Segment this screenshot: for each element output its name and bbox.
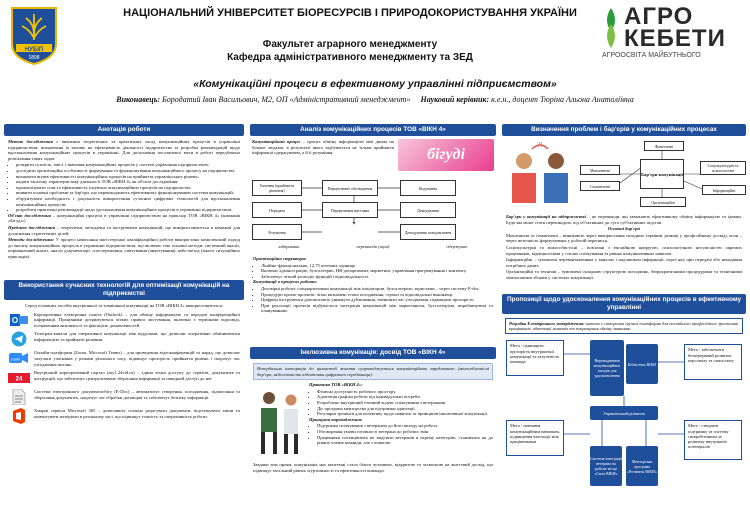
svg-text:?!: ?!	[537, 141, 543, 149]
comm-item: • Цифрові інструменти допомогають уникнути дублювання, зменшити час узгодження, підвищити прозорість.	[261, 297, 493, 303]
diagram-box: Декодування повідомлення	[400, 224, 456, 240]
diagram-label: перешкоди (шум)	[356, 244, 390, 249]
barriers-top	[502, 136, 746, 212]
telegram-icon	[8, 331, 30, 347]
tech-item	[8, 389, 240, 405]
office-icon	[8, 408, 30, 424]
svg-text:O: O	[11, 315, 19, 325]
comm-item: • Договірні роботи: стандартизовані комунікації між ініціатором, бухгалтерією, юристами – через систему E-doc.	[261, 286, 493, 292]
thesis-topic: «Комунікаційні процеси в ефективному управлінні підприємством»	[193, 78, 557, 90]
brand-logo	[398, 139, 494, 171]
proposals-heading: Пропозиції щодо удосконалення комунікаційних процесів в ефективному управлінні	[502, 294, 746, 314]
proposal-integration: Система інтеграції ветерана на робоче місце «Сила ВІКН»	[590, 446, 622, 486]
annotation-tasks	[8, 162, 240, 212]
barriers-lead: Бар'єри у комунікації на підприємстві	[506, 214, 586, 219]
comm-item: • При реалізації проектів відбувається інтеграція комунікацій між маркетингом, бухгалтерією, виробництвом та плануванням.	[261, 303, 493, 314]
comm-item: • Процедури промо-проектів: чітко визначені етапи погодження, строки та відповідальні виконавці.	[261, 292, 493, 298]
docs-icon	[8, 389, 30, 405]
communication-process-diagram	[250, 176, 496, 254]
practice-item: • Фізична доступність робочого простору	[317, 389, 493, 395]
executor-name: Бородатий Іван Васильович, М2, ОП «Адміністративний менеджмент»	[162, 95, 411, 104]
leaf-icon	[602, 6, 620, 50]
tech-item	[8, 370, 240, 386]
practice-lead: Практика ТОВ «ВІКН 4»:	[309, 382, 363, 388]
barrier-type: Соціокультурні та міжособистісні – пов'язані з емоційною напругою, психологічною несумісністю окремих працівників, відмінностями у стилях спілкування та рівнях комунікативних навичок.	[506, 244, 742, 256]
inclusive-heading: Інклюзивна комунікація: досвід ТОВ «ВІКН 4»	[250, 347, 496, 359]
subject-lead: Предмет дослідження	[8, 224, 55, 230]
barrier-node: Мовленнєві	[580, 165, 620, 175]
svg-text:24: 24	[15, 376, 23, 383]
tech-intro: Серед основних засобів внутрішньої та зовнішньої комунікації на ТОВ «ВІКН 4» використовуються:	[25, 303, 223, 308]
proposals-intro	[505, 318, 743, 334]
tech-item-text: Система електронного документообігу (E-Doc) – автоматизує створення, погодження, підписання та зберігання документів, скорочує час обробки договорів та забезпечує безпеку інформації.	[34, 389, 240, 400]
barrier-node: Інформаційні	[702, 185, 746, 195]
task-item: • дослідити організаційні особливості формування та функціонування комунікаційного процесу на підприємстві;	[16, 168, 240, 174]
proposals-body	[502, 316, 746, 526]
annotation-body	[4, 136, 244, 276]
nubip-logo-text: НУБіП	[24, 47, 44, 53]
barrier-type: Мовленнєві та семантичні – виникають через використання складних термінів, різниці у професійному досвіді, коли – через неточність формулювань у робочій переписці.	[506, 232, 742, 244]
task-item: • розкрити сутність, зміст і значення комунікаційних процесів у системі управління підприємством;	[16, 162, 240, 168]
agrokebety-logo	[602, 3, 742, 72]
annotation-goal: є вивчення теоретичних та практичних засад комунікаційних процесів в управлінні підприємством, визначення їх впливу на ефективність діяльності підприємства та розробка рекомендацій щодо вдосконалення комунікаційних процесів в управлінні. Для досягнення поставленої мети в роботі передбачено розв'язання таких задач:	[8, 139, 240, 161]
diagram-box: Розуміння	[252, 224, 302, 240]
poster-header	[0, 0, 750, 118]
tech-item-text: Телеграм-канали для оперативної комунікації між відділами, що дозволяє оперативно обмінюватися інформацією та приймати рішення.	[34, 331, 240, 342]
comm-lead: Комунікації в процесах роботи:	[253, 279, 318, 285]
column-middle	[250, 124, 496, 473]
tech-item-text: Хмарні сервіси Microsoft 365 – дозволяють спільно редагувати документи, відстежувати зміни та коментувати матеріали в реальному часі, що підвищує точність та оперативність роботи.	[34, 408, 240, 419]
methods-lead: Методи дослідження:	[8, 237, 55, 243]
barriers-text: – це перешкоди, які заважають ефективному обміну інформацією та ідеями. Будь-які може стати перешкодою, від об'єктивних до суто суб'єктивних підстав.	[506, 214, 742, 225]
diagram-label: одержувач	[446, 244, 468, 249]
inclusive-text	[309, 382, 493, 460]
practice-item: • Діє програма менторства для підтримки адаптації.	[317, 406, 493, 412]
tech-item	[8, 408, 240, 424]
barrier-type: Інформаційні – зумовлені перевантаженням у каналах і надлишком інформації, через яку при передачі або ненадання потрібних даних.	[506, 257, 742, 268]
annotation-heading: Анотація роботи	[4, 124, 244, 136]
inclusive-outro: Завдяки тим проям, комунікація має контемні стала більш чутливою, відкритою та засвоєною на життєвий досвід, що підвищує загальний рівень згуртованості та ефективності команди.	[253, 462, 493, 473]
tech-body	[4, 300, 244, 430]
barriers-heading: Визначення проблем і бар'єрів у комунікаційних процесах	[502, 124, 746, 136]
proposals-intro-lead: Розробка Електронного утвердження:	[509, 321, 585, 326]
analysis-top	[250, 136, 496, 174]
practice-item: • Регулярні тренінги для колективу щодо навичок та принципів інклюзивної комунікації.	[317, 411, 493, 417]
diagram-box: Кодування	[400, 180, 456, 196]
principle-item: • Працівники потенціюють не виділяти ветеранів в окрему категорію, ставлячись як до рівних членів команди, але з повагою.	[317, 435, 493, 446]
org-list	[253, 263, 493, 280]
outlook-icon	[8, 312, 30, 328]
principles-lead: Принципи впровадження:	[309, 416, 363, 422]
24media-icon	[8, 370, 30, 386]
column-right	[502, 124, 746, 477]
barrier-node: Соціокультурні та психологічні	[700, 161, 746, 175]
object-text: – комунікаційні процеси в управлінні підприємством на прикладі ТОВ «ВІКН 4» (компанія «Бігуді»)	[8, 212, 240, 224]
supervisor-label: Науковий керівник:	[420, 95, 490, 104]
department-title: Кафедра адміністративного менеджменту та ЗЕД	[227, 52, 473, 63]
barriers-illustration	[504, 139, 576, 209]
proposal-goal: Мета - створити підтримку та систему співробітникам за розвитку внутрішніх потенціалів	[684, 420, 742, 460]
task-item: • надати загальну характеристику діяльності ТОВ «ВІКН 4» як об'єкта дослідження;	[16, 179, 240, 185]
analysis-intro-lead: Комунікаційний процес	[252, 139, 301, 144]
org-item: • Лінійно-функціональна, 12,75 штатних одиниць.	[261, 263, 493, 269]
principle-item: • Обговорення умови готовності ветерана до робочих змін	[317, 429, 493, 435]
org-item: • Забезпечує чіткий розподіл функцій і відповідальності.	[261, 274, 493, 280]
analysis-intro	[252, 139, 394, 171]
proposal-goal: Мета - навчання комунікаційним навичкам, підвищення взаємодії між працівниками	[506, 420, 564, 456]
inclusive-row	[250, 382, 496, 460]
barrier-node: Організаційні	[640, 197, 686, 207]
nubip-logo	[8, 6, 60, 66]
proposals-intro-text: автомо є створення гнучкої платформи для постійного професійного зростання працівників, адаптації новачків та покращення обміну знаннями.	[509, 321, 738, 332]
comm-list	[253, 286, 493, 314]
barriers-diagram	[580, 139, 744, 209]
diagram-labels	[250, 244, 496, 249]
subject-text: – теоретичні, методичні та інструменти комунікацій, що використовуються в компанії для досягнення стратегічних цілей.	[8, 224, 240, 236]
proposal-mentoring: Менторська програма «Розвиток ВІКН»	[626, 446, 658, 486]
inclusive-illustration	[253, 382, 305, 460]
object-lead: Об'єкт дослідження	[8, 212, 51, 218]
practice-list	[309, 389, 493, 417]
authors-line	[20, 95, 730, 104]
svg-text:zoom: zoom	[10, 356, 21, 362]
tech-item	[8, 331, 240, 347]
barrier-node: Фонетичні	[644, 141, 684, 151]
inclusive-lead: Невербальна інтеграція до цінностей життя супроводжується комунікаційною трудовиною (мінособистісні бар'єри, недоліченість підготовки цифрового середовища).	[253, 363, 493, 380]
task-item: • виявити основні проблеми та бар'єри, що перешкоджають ефективному функціонуванню системи комунікацій;	[16, 190, 240, 196]
annotation-goal-lead: Метою дослідження	[8, 139, 53, 144]
diagram-label: відправник	[278, 244, 300, 249]
university-title: НАЦІОНАЛЬНИЙ УНІВЕРСИТЕТ БІОРЕСУРСІВ І ПРИРОДОКОРИСТУВАННЯ УКРАЇНИ	[123, 7, 577, 19]
inclusive-body	[250, 361, 496, 475]
diagram-box: Бачення (прийняття рішення)	[252, 180, 302, 196]
column-left	[4, 124, 244, 430]
principles-list	[309, 423, 493, 445]
barriers-types-lead: Основні бар'єри	[607, 226, 641, 232]
zoom-icon	[8, 350, 30, 366]
faculty-block	[90, 38, 610, 64]
diagram-box: Передача	[252, 202, 302, 218]
org-item: • Включає адміністрацію, бухгалтерію, HR-департамент, маркетинг, управління програмування і контенту.	[261, 268, 493, 274]
tech-item	[8, 350, 240, 367]
tech-item-text: Корпоративна електронна пошта (Outlook) – для обміну інформацією та передачі конфіденційної інформації. Працівники дотримуються чітких правил листування, включно з термінами відповіді, позначенням важливості та фіксацією домовленостей.	[34, 311, 240, 328]
logo-subtitle: АГРООСВІТА МАЙБУТНЬОГО	[602, 52, 701, 59]
barriers-body	[502, 212, 746, 284]
proposal-development: Управлінський розвиток	[590, 406, 658, 420]
tech-heading: Використання сучасних технологій для оптимізації комунікацій на підприємстві	[4, 280, 244, 300]
task-item: • обґрунтувати необхідність і доцільність використання сучасних цифрових технологій для вдосконалення комунікаційних процесів;	[16, 196, 240, 207]
diagram-box: Декодування	[400, 202, 456, 218]
principle-item: • Підтримка спілкування з ветераном до його виходу на роботу	[317, 423, 493, 429]
methods-text: У процесі написання магістерської кваліфікаційної роботи використано комплексний підхід до аналізу комунікаційних процесів в управлінні підприємством, що включає такі основні методи: системний аналіз, порівняльний аналіз, аналіз документації, спостереження, опитування (анкетування), кейс-метод (аналіз ситуаційних прикладів).	[8, 237, 240, 259]
barrier-type: Організаційні та технічні – зумовлені складною структурою погоджень, бюрократичними процедурами та технічними тимчасовими збоями у системах комунікації.	[506, 269, 742, 280]
proposals-diagram	[502, 336, 746, 496]
diagram-box: Перцептивна виставка	[322, 202, 378, 218]
analysis-details	[250, 256, 496, 314]
analysis-intro-text: – процес обміну інформацією між двома чи більше людьми, в результаті якого відбувається не тільки прийняття інформації одержувачем, а й її розуміння.	[252, 139, 394, 156]
task-item: • розробити практичні рекомендації щодо удосконалення комунікаційних процесів в управлінні підприємством.	[16, 207, 240, 213]
task-item: • проаналізувати стан та ефективність існуючих комунікаційних процесів на підприємстві;	[16, 185, 240, 191]
logo-kebety-text: КЕБЕТИ	[624, 25, 726, 52]
org-lead: Організаційна структура:	[253, 256, 307, 261]
analysis-heading: Аналіз комунікаційних процесів ТОВ «ВІКН 4»	[250, 124, 496, 136]
task-item: • визначити вплив ефективності комунікаційних процесів на прийняття управлінських рішень;	[16, 174, 240, 180]
faculty-title: Факультет аграрного менеджменту	[262, 39, 438, 50]
supervisor-name: к.е.н., доцент Тюріна Альона Анатоліївна	[491, 95, 634, 104]
proposal-library: Бібліотека ВІКН	[626, 344, 658, 384]
proposal-goal: Мета - підвищити прозорість внутрішньої комунікації та залученість команди	[506, 340, 564, 376]
barrier-node: Семантичні	[580, 181, 620, 191]
practice-item: • Розроблено внутрішній етичний кодекс спілкування з ветеранами	[317, 400, 493, 406]
logo-agro-text: АГРО	[624, 3, 694, 30]
tech-item-text: Онлайн-платформи (Zoom, Microsoft Teams) – для проведення відеоконференцій та нарад, що дозволяє залучати учасників у режимі реального часу, підвищує прозорість прийняття рішень і скорочує час узгодження питань.	[34, 350, 240, 367]
nubip-logo-year: 1898	[28, 55, 40, 61]
proposal-goal: Мета - забезпечити безперервний розвиток персоналу та самоосвіту	[684, 344, 742, 380]
executor-label: Виконавець:	[116, 95, 161, 104]
diagram-box: Перцептивне обговорення	[322, 180, 378, 196]
tech-item	[8, 312, 240, 329]
practice-item: • Адаптація графіка роботи під індивідуальні потреби	[317, 394, 493, 400]
tech-item-text: Внутрішній корпоративний портал (my1.24vid.ru) – єдина точка доступу до сервісів, документів та інструкцій, що забезпечує централізоване зберігання інформації та швидкий доступ до неї.	[34, 370, 240, 381]
proposal-center: Впровадження комунікаційних заходів для удосконалення	[590, 340, 624, 396]
brand-logo-text: бігуді	[427, 146, 465, 163]
barriers-center: Бар'єри комунікації	[640, 159, 684, 189]
